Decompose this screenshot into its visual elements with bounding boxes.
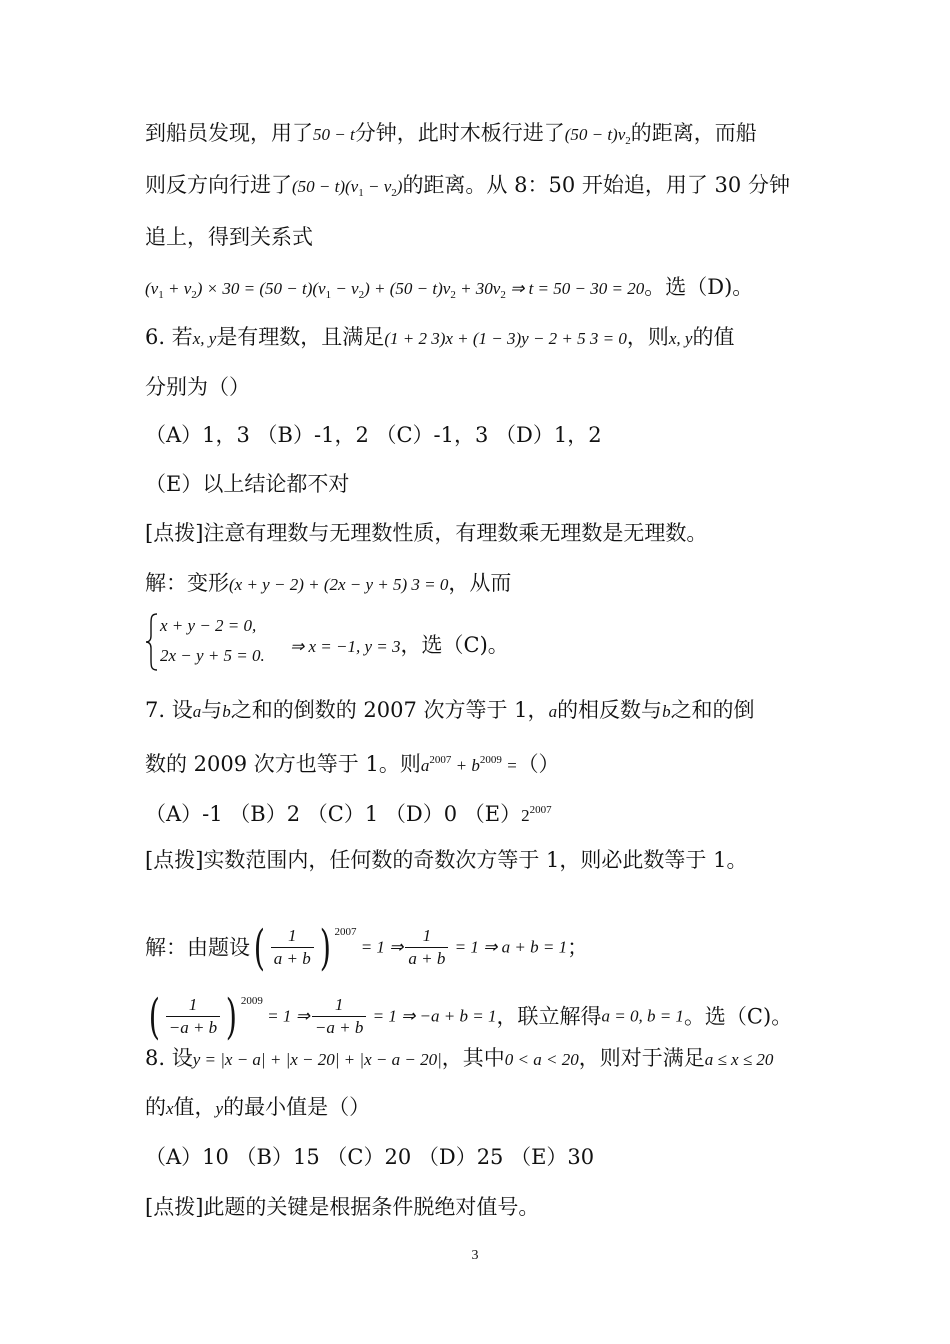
text: 解：由题设 bbox=[145, 935, 250, 960]
text-line bbox=[145, 745, 820, 775]
math: $a^{2007} + b^{2009}$ = bbox=[420, 754, 518, 775]
options bbox=[145, 469, 820, 499]
math: b bbox=[222, 702, 231, 721]
text: 。选（D)。 bbox=[644, 275, 754, 299]
system-row-1: x + y − 2 = 0, bbox=[160, 616, 257, 635]
question-number: 7. 设 bbox=[145, 698, 193, 722]
math: = 1 ⇒ bbox=[262, 1006, 310, 1026]
math: y = |x − a| + |x − 20| + |x − a − 20| bbox=[192, 1050, 442, 1069]
options bbox=[145, 1142, 820, 1172]
text: 解：变形 bbox=[145, 571, 229, 595]
math: $(50 - t)v_2$ bbox=[564, 125, 631, 147]
text: 则反方向行进了 bbox=[145, 173, 292, 197]
text: 与 bbox=[201, 698, 223, 722]
hint-text: [点拨]实数范围内，任何数的奇数次方等于 1，则必此数等于 1。 bbox=[145, 848, 748, 872]
text: ，则对于满足 bbox=[578, 1046, 705, 1070]
hint-text: [点拨]此题的关键是根据条件脱绝对值号。 bbox=[145, 1195, 540, 1219]
hint bbox=[145, 1192, 820, 1222]
options bbox=[145, 420, 820, 450]
text: 的距离，而船 bbox=[630, 121, 757, 145]
text: ，联立解得 bbox=[496, 1004, 602, 1029]
solution: 解：由题设( $\frac{1}{a + b}$ ) $^{2007}$ = 1 ⇒ $\frac{1}{a + b}$ = 1 ⇒ a + b = 1； bbox=[145, 919, 589, 976]
math: a = 0, b = 1 bbox=[601, 1006, 684, 1026]
options-text: （A）10 （B）15 （C）20 （D）25 （E）30 bbox=[145, 1145, 595, 1169]
text-line bbox=[145, 170, 820, 200]
system-row-2: 2x − y + 5 = 0. bbox=[160, 646, 265, 665]
options bbox=[145, 795, 820, 825]
math: 50 − t bbox=[313, 125, 355, 144]
equation-line bbox=[145, 272, 820, 302]
question-number: 6. 若 bbox=[145, 325, 193, 349]
math: a bbox=[192, 702, 202, 721]
text: 的最小值是（） bbox=[223, 1095, 371, 1119]
text: 之和的倒 bbox=[670, 698, 755, 722]
math: ⇒ x = −1, y = 3 bbox=[290, 637, 401, 656]
text: ，从而 bbox=[448, 571, 512, 595]
text: 的值 bbox=[692, 325, 735, 349]
math: $(50 - t)(v_1 - v_2)$ bbox=[292, 177, 403, 199]
math: $2^{2007}$ bbox=[521, 804, 552, 825]
text-line bbox=[145, 372, 820, 402]
math: = 1 ⇒ bbox=[356, 937, 404, 957]
options-text: （A）1，3 （B）-1，2 （C）-1，3 （D）1，2 bbox=[145, 423, 602, 447]
text-line bbox=[145, 222, 820, 252]
math: x bbox=[166, 1099, 174, 1118]
fraction: $\frac{1}{-a + b}$ bbox=[166, 994, 220, 1039]
text: 分钟，此时木板行进了 bbox=[354, 121, 565, 145]
math: a ≤ x ≤ 20 bbox=[704, 1050, 774, 1069]
text: 追上，得到关系式 bbox=[145, 225, 313, 249]
text: 之和的倒数的 2007 次方等于 1， bbox=[230, 698, 549, 722]
math: b bbox=[662, 702, 671, 721]
text: 分别为（） bbox=[145, 375, 250, 399]
text: （） bbox=[517, 752, 560, 776]
text: 的距离。从 8：50 开始追，用了 30 分钟 bbox=[402, 173, 790, 197]
text: 的相反数与 bbox=[557, 698, 663, 722]
hint bbox=[145, 518, 820, 548]
text-line bbox=[145, 1092, 820, 1122]
options-text: （A）-1 （B）2 （C）1 （D）0 （E） bbox=[145, 802, 522, 826]
math: y bbox=[215, 1099, 224, 1118]
text-line bbox=[145, 118, 820, 148]
math: x, y bbox=[192, 329, 217, 348]
math: (x + y − 2) + (2x − y + 5) 3 = 0 bbox=[229, 575, 449, 594]
solution bbox=[145, 568, 820, 598]
math: $(v_1 + v_2) \times 30 = (50 - t)(v_1 - v_2) + (50 - t)v_2 + 30v_2$ ⇒ t = 50 − 30 = 20 bbox=[145, 279, 645, 301]
fraction: $\frac{1}{a + b}$ bbox=[405, 925, 448, 970]
text: ，其中 bbox=[441, 1046, 505, 1070]
text: 数的 2009 次方也等于 1。则 bbox=[145, 752, 421, 776]
text: 值， bbox=[173, 1095, 216, 1119]
math: a bbox=[548, 702, 558, 721]
fraction: $\frac{1}{-a + b}$ bbox=[312, 994, 366, 1039]
text: ； bbox=[567, 935, 589, 960]
text: 是有理数，且满足 bbox=[216, 325, 385, 349]
math: (1 + 2 3)x + (1 − 3)y − 2 + 5 3 = 0 bbox=[384, 329, 627, 348]
exponent: 2009 bbox=[240, 995, 263, 1007]
math: = 1 ⇒ −a + b = 1 bbox=[368, 1006, 497, 1026]
text: 。选（C)。 bbox=[683, 1004, 793, 1029]
question-number: 8. 设 bbox=[145, 1046, 193, 1070]
text: 的 bbox=[145, 1095, 166, 1119]
options-text: （E）以上结论都不对 bbox=[145, 472, 350, 496]
text: ，则 bbox=[626, 325, 669, 349]
text: ，选（C)。 bbox=[400, 633, 509, 657]
question-8 bbox=[145, 1043, 820, 1073]
math: x, y bbox=[668, 329, 693, 348]
fraction: $\frac{1}{a + b}$ bbox=[271, 925, 314, 970]
text: 到船员发现，用了 bbox=[145, 121, 313, 145]
hint-text: [点拨]注意有理数与无理数性质，有理数乘无理数是无理数。 bbox=[145, 521, 708, 545]
math: 0 < a < 20 bbox=[504, 1050, 579, 1069]
question-6 bbox=[145, 322, 820, 352]
question-7 bbox=[145, 695, 820, 725]
solution: ( $\frac{1}{-a + b}$ ) $^{2009}$ = 1 ⇒ $\frac{1}{-a + b}$ = 1 ⇒ −a + b = 1，联立解得a = 0, b = 1。选（C)。 bbox=[148, 988, 793, 1045]
hint bbox=[145, 845, 820, 875]
page-number: 3 bbox=[471, 1248, 479, 1263]
left-brace-icon bbox=[145, 612, 159, 672]
math: = 1 ⇒ a + b = 1 bbox=[450, 937, 568, 957]
exponent: 2007 bbox=[334, 926, 357, 938]
system-result bbox=[290, 630, 509, 660]
